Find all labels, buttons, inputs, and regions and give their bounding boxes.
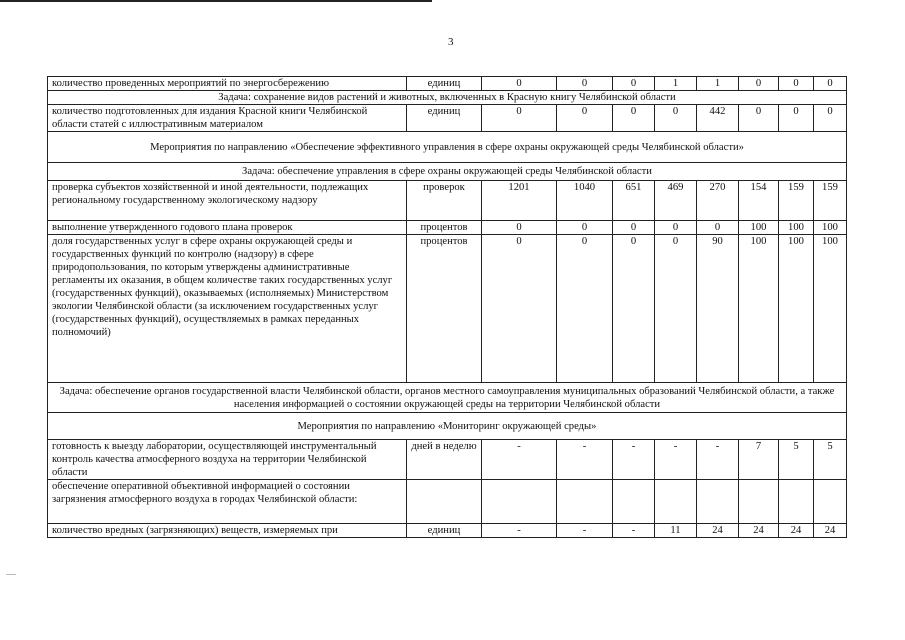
- value-cell: [655, 480, 697, 524]
- indicator-name: обеспечение оперативной объективной информацией о состоянии загрязнения атмосферного воздуха в городах Челябинской области:: [48, 480, 407, 524]
- section-row: [48, 132, 847, 163]
- value-cell: [482, 480, 557, 524]
- table-row: [48, 480, 847, 524]
- value-cell: [779, 480, 814, 524]
- value-cell: [697, 480, 739, 524]
- unit-cell: единиц: [407, 524, 482, 538]
- section-heading: Задача: сохранение видов растений и животных, включенных в Красную книгу Челябинской области: [48, 91, 847, 105]
- indicator-name: готовность к выезду лаборатории, осуществляющей инструментальный контроль качества атмосферного воздуха на территории Челябинской области: [48, 440, 407, 480]
- value-cell: 0: [655, 105, 697, 132]
- indicators-table: [47, 76, 847, 538]
- value-cell: 0: [814, 105, 847, 132]
- unit-cell: процентов: [407, 221, 482, 235]
- value-cell: -: [557, 440, 613, 480]
- top-rule: [0, 0, 432, 2]
- value-cell: 90: [697, 235, 739, 383]
- section-heading: Мероприятия по направлению «Обеспечение эффективного управления в сфере охраны окружающей среды Челябинской области»: [48, 132, 847, 163]
- section-row: [48, 413, 847, 440]
- value-cell: 0: [655, 221, 697, 235]
- value-cell: 24: [697, 524, 739, 538]
- table-row: [48, 221, 847, 235]
- value-cell: 442: [697, 105, 739, 132]
- value-cell: 0: [613, 221, 655, 235]
- value-cell: 0: [779, 105, 814, 132]
- value-cell: 0: [557, 77, 613, 91]
- value-cell: 0: [613, 105, 655, 132]
- value-cell: 11: [655, 524, 697, 538]
- value-cell: 24: [814, 524, 847, 538]
- value-cell: 0: [739, 77, 779, 91]
- value-cell: [557, 480, 613, 524]
- unit-cell: [407, 480, 482, 524]
- value-cell: 0: [613, 235, 655, 383]
- table-row: [48, 77, 847, 91]
- indicator-name: количество подготовленных для издания Красной книги Челябинской области статей с иллюстративным материалом: [48, 105, 407, 132]
- unit-cell: дней в неделю: [407, 440, 482, 480]
- value-cell: 469: [655, 181, 697, 221]
- value-cell: 1: [697, 77, 739, 91]
- unit-cell: процентов: [407, 235, 482, 383]
- value-cell: 0: [697, 221, 739, 235]
- value-cell: 0: [482, 235, 557, 383]
- value-cell: 100: [814, 221, 847, 235]
- value-cell: 0: [779, 77, 814, 91]
- value-cell: 5: [779, 440, 814, 480]
- page-number: 3: [448, 36, 454, 48]
- value-cell: 1040: [557, 181, 613, 221]
- value-cell: 0: [557, 105, 613, 132]
- value-cell: 100: [814, 235, 847, 383]
- section-heading: Задача: обеспечение органов государственной власти Челябинской области, органов местного самоуправления муниципальных образований Челябинской области, а также населения информацией о состоянии окружающей среды на территории Челябинской области: [48, 383, 847, 413]
- indicator-name: выполнение утвержденного годового плана проверок: [48, 221, 407, 235]
- value-cell: -: [482, 524, 557, 538]
- value-cell: 1: [655, 77, 697, 91]
- value-cell: -: [557, 524, 613, 538]
- value-cell: 0: [557, 221, 613, 235]
- margin-mark: [6, 574, 16, 575]
- value-cell: 0: [557, 235, 613, 383]
- section-heading: Задача: обеспечение управления в сфере охраны окружающей среды Челябинской области: [48, 163, 847, 181]
- value-cell: 159: [779, 181, 814, 221]
- value-cell: 159: [814, 181, 847, 221]
- indicator-name: количество проведенных мероприятий по энергосбережению: [48, 77, 407, 91]
- value-cell: 7: [739, 440, 779, 480]
- value-cell: 24: [739, 524, 779, 538]
- value-cell: 100: [779, 221, 814, 235]
- value-cell: 100: [739, 221, 779, 235]
- value-cell: 0: [482, 221, 557, 235]
- table-row: [48, 181, 847, 221]
- table-row: [48, 524, 847, 538]
- value-cell: -: [482, 440, 557, 480]
- indicator-name: доля государственных услуг в сфере охраны окружающей среды и государственных функций по контролю (надзору) в сфере природопользования, по которым утверждены административные регламенты их оказания, в общем количестве таких государственных услуг (государственных функций), оказываемых (исполняемых) Министерством экологии Челябинской области (за исключением государственных услуг (государственных функций), осуществляемых в рамках переданных полномочий): [48, 235, 407, 383]
- value-cell: 24: [779, 524, 814, 538]
- value-cell: 0: [655, 235, 697, 383]
- section-row: [48, 163, 847, 181]
- unit-cell: единиц: [407, 77, 482, 91]
- section-heading: Мероприятия по направлению «Мониторинг окружающей среды»: [48, 413, 847, 440]
- unit-cell: проверок: [407, 181, 482, 221]
- value-cell: 0: [613, 77, 655, 91]
- value-cell: 100: [779, 235, 814, 383]
- indicator-name: проверка субъектов хозяйственной и иной деятельности, подлежащих региональному государственному экологическому надзору: [48, 181, 407, 221]
- value-cell: -: [697, 440, 739, 480]
- table-row: [48, 440, 847, 480]
- value-cell: [739, 480, 779, 524]
- value-cell: -: [613, 440, 655, 480]
- value-cell: 651: [613, 181, 655, 221]
- section-row: [48, 91, 847, 105]
- value-cell: 1201: [482, 181, 557, 221]
- value-cell: 270: [697, 181, 739, 221]
- unit-cell: единиц: [407, 105, 482, 132]
- value-cell: 0: [482, 105, 557, 132]
- table-row: [48, 235, 847, 383]
- value-cell: 0: [739, 105, 779, 132]
- value-cell: 0: [814, 77, 847, 91]
- value-cell: [613, 480, 655, 524]
- section-row: [48, 383, 847, 413]
- table-row: [48, 105, 847, 132]
- value-cell: -: [655, 440, 697, 480]
- indicator-name: количество вредных (загрязняющих) веществ, измеряемых при: [48, 524, 407, 538]
- value-cell: [814, 480, 847, 524]
- value-cell: 154: [739, 181, 779, 221]
- value-cell: 0: [482, 77, 557, 91]
- value-cell: -: [613, 524, 655, 538]
- value-cell: 100: [739, 235, 779, 383]
- value-cell: 5: [814, 440, 847, 480]
